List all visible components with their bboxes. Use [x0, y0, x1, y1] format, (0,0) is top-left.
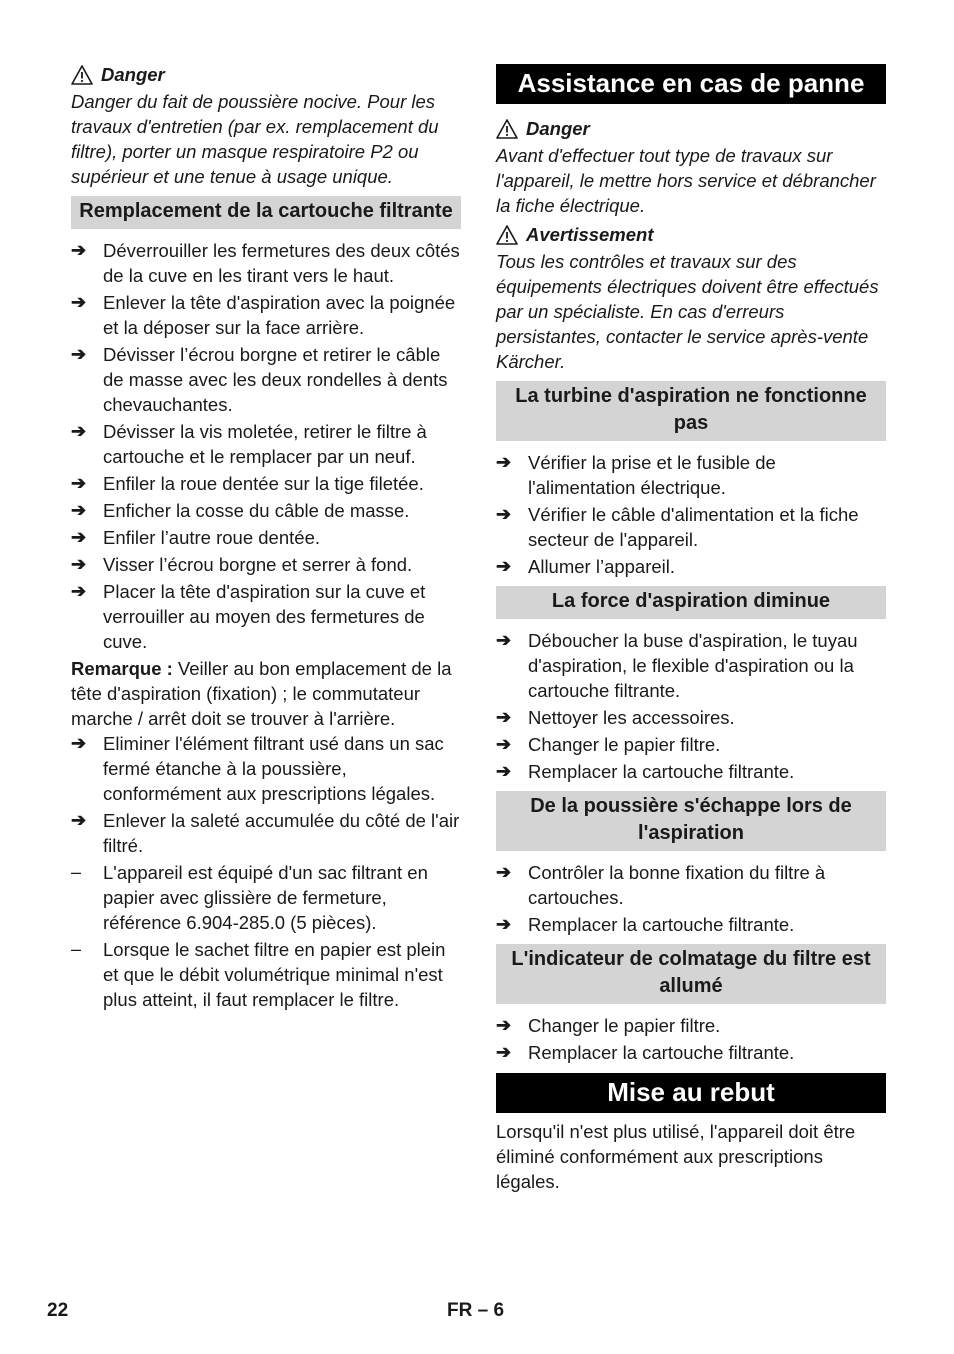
warning-triangle-icon	[496, 119, 518, 139]
arrow-icon: ➔	[496, 862, 512, 882]
list-item: ➔ Contrôler la bonne fixation du filtre à cartouches.	[496, 862, 826, 908]
list-item: ➔ Enlever la tête d'aspiration avec la poignée et la déposer sur la face arrière.	[71, 292, 456, 338]
warning-text: Tous les contrôles et travaux sur des équipements électriques doivent être effectués par un spécialiste. En cas d'erreurs persistantes, contacter le service après-vente Kärcher.	[496, 251, 879, 372]
list-item: ➔ Dévisser la vis moletée, retirer le filtre à cartouche et le remplacer par un neuf.	[71, 421, 427, 467]
note-paragraph	[71, 656, 461, 731]
arrow-icon: ➔	[496, 504, 512, 524]
arrow-icon: ➔	[496, 1015, 512, 1035]
list-item: ➔ Visser l’écrou borgne et serrer à fond.	[71, 554, 413, 575]
left-column	[71, 60, 461, 1014]
warning-triangle-icon	[496, 225, 518, 245]
arrow-icon: ➔	[71, 421, 87, 441]
danger-title: Danger	[101, 64, 165, 85]
arrow-icon: ➔	[496, 734, 512, 754]
arrow-icon: ➔	[496, 1042, 512, 1062]
section-title-suction-force: La force d'aspiration diminue	[496, 586, 886, 619]
disposal-text: Lorsqu'il n'est plus utilisé, l'appareil doit être éliminé conformément aux prescriptions légales.	[496, 1121, 856, 1192]
list-item: ➔ Remplacer la cartouche filtrante.	[496, 761, 795, 782]
list-item: ➔ Remplacer la cartouche filtrante.	[496, 914, 795, 935]
list-item: ➔ Enfiler la roue dentée sur la tige filetée.	[71, 473, 424, 494]
note-label: Remarque :	[71, 658, 173, 679]
arrow-icon: ➔	[496, 452, 512, 472]
list-item: – Lorsque le sachet filtre en papier est plein et que le débit volumétrique minimal n'est plus atteint, il faut remplacer le filtre.	[71, 939, 446, 1010]
arrow-icon: ➔	[496, 707, 512, 727]
list-item: ➔ Déboucher la buse d'aspiration, le tuyau d'aspiration, le flexible d'aspiration ou la cartouche filtrante.	[496, 630, 858, 701]
danger-title: Danger	[526, 118, 590, 139]
arrow-icon: ➔	[496, 914, 512, 934]
danger-text: Danger du fait de poussière nocive. Pour les travaux d'entretien (par ex. remplacement du filtre), porter un masque respiratoire P2 ou supérieur et une tenue à usage unique.	[71, 91, 439, 187]
section-title-filter-replacement: Remplacement de la cartouche filtrante	[71, 196, 461, 229]
section-title-turbine: La turbine d'aspiration ne fonctionne pas	[496, 381, 886, 441]
arrow-icon: ➔	[496, 556, 512, 576]
list-item: ➔ Remplacer la cartouche filtrante.	[496, 1042, 795, 1063]
arrow-icon: ➔	[71, 292, 87, 312]
arrow-icon: ➔	[71, 554, 87, 574]
list-item: ➔ Eliminer l'élément filtrant usé dans un sac fermé étanche à la poussière, conformément aux prescriptions légales.	[71, 733, 444, 804]
arrow-icon: ➔	[71, 810, 87, 830]
right-column	[496, 64, 886, 1194]
arrow-icon: ➔	[71, 733, 87, 753]
list-item: ➔ Enlever la saleté accumulée du côté de l'air filtré.	[71, 810, 460, 856]
list-item: ➔ Allumer l’appareil.	[496, 556, 676, 577]
list-item: ➔ Enficher la cosse du câble de masse.	[71, 500, 410, 521]
section-title-dust-escape: De la poussière s'échappe lors de l'aspiration	[496, 791, 886, 851]
list-item: ➔ Placer la tête d'aspiration sur la cuve et verrouiller au moyen des fermetures de cuve.	[71, 581, 426, 652]
arrow-icon: ➔	[71, 527, 87, 547]
disposal-steps-list	[71, 731, 461, 1012]
disposal-title: Mise au rebut	[496, 1073, 886, 1113]
section-reference: FR – 6	[447, 1300, 505, 1321]
list-item: ➔ Vérifier la prise et le fusible de l'alimentation électrique.	[496, 452, 776, 498]
dash-icon: –	[71, 862, 82, 882]
list-item: ➔ Déverrouiller les fermetures des deux côtés de la cuve en les tirant vers le haut.	[71, 240, 460, 286]
warning-heading	[496, 222, 886, 247]
list-item: ➔ Vérifier le câble d'alimentation et la fiche secteur de l'appareil.	[496, 504, 859, 550]
list-item: ➔ Changer le papier filtre.	[496, 1015, 721, 1036]
warning-title: Avertissement	[526, 224, 654, 245]
dash-icon: –	[71, 939, 82, 959]
list-item: ➔ Dévisser l’écrou borgne et retirer le câble de masse avec les deux rondelles à dents chevauchantes.	[71, 344, 448, 415]
list-item: ➔ Changer le papier filtre.	[496, 734, 721, 755]
arrow-icon: ➔	[71, 473, 87, 493]
filter-steps-list	[71, 238, 461, 654]
list-item: – L'appareil est équipé d'un sac filtrant en papier avec glissière de fermeture, référence 6.904-285.0 (5 pièces).	[71, 862, 428, 933]
arrow-icon: ➔	[496, 761, 512, 781]
arrow-icon: ➔	[71, 344, 87, 364]
arrow-icon: ➔	[71, 581, 87, 601]
list-item: ➔ Enfiler l’autre roue dentée.	[71, 527, 320, 548]
arrow-icon: ➔	[496, 630, 512, 650]
danger-heading	[496, 116, 886, 141]
arrow-icon: ➔	[71, 500, 87, 520]
troubleshooting-title: Assistance en cas de panne	[496, 64, 886, 104]
arrow-icon: ➔	[71, 240, 87, 260]
warning-triangle-icon	[71, 65, 93, 85]
danger-text: Avant d'effectuer tout type de travaux sur l'appareil, le mettre hors service et débrancher la fiche électrique.	[496, 145, 876, 216]
list-item: ➔ Nettoyer les accessoires.	[496, 707, 735, 728]
note-text: Veiller au bon emplacement de la tête d'aspiration (fixation) ; le commutateur marche / arrêt doit se trouver à l'arrière.	[71, 658, 452, 729]
page-number: 22	[47, 1300, 69, 1321]
danger-heading	[71, 62, 461, 87]
section-title-clog-indicator: L'indicateur de colmatage du filtre est allumé	[496, 944, 886, 1004]
